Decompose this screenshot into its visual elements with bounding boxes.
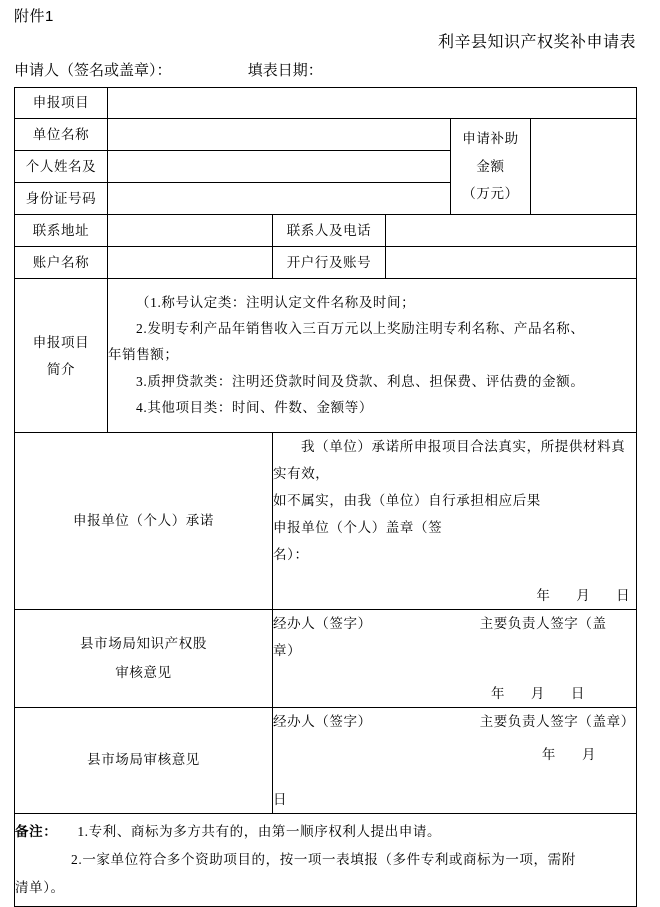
remarks-item-2: 2.一家单位符合多个资助项目的，按一项一表填报（多件专利或商标为一项，需附 — [71, 852, 576, 868]
contact-person-value[interactable] — [386, 215, 637, 247]
intro-item-3: 3.质押贷款类：注明还贷款时间及贷款、利息、担保费、评估费的金额。 — [136, 373, 585, 389]
commitment-label: 申报单位（个人）承诺 — [15, 433, 273, 610]
review-bureau-body[interactable] — [273, 708, 637, 814]
commitment-line-4: 名）： — [273, 547, 309, 562]
document-title: 利辛县知识产权奖补申请表 — [437, 34, 636, 51]
subsidy-label-line1: 申请补助 — [462, 130, 519, 146]
intro-item-2: 2.发明专利产品年销售收入三百万元以上奖励注明专利名称、产品名称、 — [136, 321, 585, 337]
contact-address-value[interactable] — [108, 215, 273, 247]
personal-name-label: 个人姓名及 — [15, 151, 108, 183]
applicant-label: 申请人（签名或盖章）： — [14, 62, 172, 79]
review-ip-month-label: 月 — [530, 686, 545, 701]
review-ip-leader-label-cont: 章） — [273, 643, 302, 658]
table-row-review-ip-section — [15, 610, 637, 708]
subsidy-label-line2: 金额 — [476, 158, 505, 174]
remarks-line-1 — [15, 818, 636, 846]
attachment-label: 附件1 — [14, 8, 54, 25]
review-bureau-label: 县市场局审核意见 — [15, 708, 273, 814]
table-row-remarks — [15, 814, 637, 907]
commitment-line-1: 我（单位）承诺所申报项目合法真实，所提供材料真实有效， — [273, 439, 626, 481]
review-bureau-date-placeholder — [273, 741, 636, 768]
table-row-contact — [15, 215, 637, 247]
table-row-commitment — [15, 433, 637, 610]
unit-name-value[interactable] — [108, 119, 451, 151]
remarks-title: 备注： — [15, 824, 58, 840]
review-ip-row-1 — [273, 610, 636, 637]
review-ip-leader-label: 主要负责人签字（盖 — [479, 616, 607, 631]
intro-item-1: （1.称号认定类：注明认定文件名称及时间； — [136, 294, 416, 310]
review-ip-label — [15, 610, 273, 708]
contact-person-label: 联系人及电话 — [273, 215, 386, 247]
account-name-label: 账户名称 — [15, 247, 108, 279]
project-intro-label-line1: 申报项目 — [32, 334, 90, 350]
review-ip-label-line2: 审核意见 — [115, 664, 172, 680]
remarks-item-1: 1.专利、商标为多方共有的，由第一顺序权利人提出申请。 — [77, 824, 442, 840]
bank-account-label: 开户行及账号 — [273, 247, 386, 279]
project-value[interactable] — [108, 88, 637, 119]
review-bureau-month-label: 月 — [581, 747, 597, 762]
remarks-item-2-cont: 清单）。 — [15, 879, 65, 895]
table-row-review-bureau-section — [15, 708, 637, 814]
commitment-year-label: 年 — [536, 588, 551, 603]
review-ip-handler-label: 经办人（签字） — [273, 616, 372, 631]
subsidy-label-line3: （万元） — [462, 186, 519, 202]
project-label: 申报项目 — [15, 88, 108, 119]
review-bureau-handler-label: 经办人（签字） — [273, 714, 372, 729]
subsidy-amount-value[interactable] — [531, 119, 637, 215]
application-form-table — [14, 87, 637, 907]
table-row-account — [15, 247, 637, 279]
bank-account-value[interactable] — [386, 247, 637, 279]
review-ip-date-placeholder — [273, 680, 636, 707]
fill-date-label: 填表日期： — [247, 62, 323, 79]
review-bureau-leader-label: 主要负责人签字（盖章） — [479, 714, 635, 729]
commitment-body[interactable] — [273, 433, 637, 610]
review-bureau-day-label: 日 — [273, 792, 288, 807]
review-ip-day-label: 日 — [570, 686, 585, 701]
table-row-unit-name — [15, 119, 637, 151]
commitment-month-label: 月 — [576, 588, 591, 603]
personal-name-value[interactable] — [108, 151, 451, 183]
commitment-line-3: 申报单位（个人）盖章（签 — [273, 520, 443, 535]
review-ip-year-label: 年 — [491, 686, 505, 701]
subsidy-amount-label — [451, 119, 531, 215]
id-number-value[interactable] — [108, 183, 451, 215]
review-ip-label-line1: 县市场局知识产权股 — [80, 636, 207, 652]
remarks-body — [15, 814, 637, 907]
review-bureau-year-label: 年 — [541, 747, 556, 762]
applicant-signature-line — [14, 60, 323, 82]
intro-item-4: 4.其他项目类：时间、件数、金额等） — [136, 399, 373, 415]
table-row-project — [15, 88, 637, 119]
project-intro-label — [15, 279, 108, 433]
contact-address-label: 联系地址 — [15, 215, 108, 247]
commitment-day-label: 日 — [616, 588, 631, 603]
intro-item-2-cont: 年销售额； — [108, 347, 179, 363]
project-intro-body[interactable] — [108, 279, 637, 433]
review-bureau-row-1 — [273, 708, 636, 735]
unit-name-label: 单位名称 — [15, 119, 108, 151]
commitment-line-2: 如不属实，由我（单位）自行承担相应后果 — [273, 493, 541, 508]
account-name-value[interactable] — [108, 247, 273, 279]
review-ip-body[interactable] — [273, 610, 637, 708]
id-number-label: 身份证号码 — [15, 183, 108, 215]
commitment-date-placeholder — [273, 582, 636, 609]
table-row-project-intro — [15, 279, 637, 433]
project-intro-label-line2: 简介 — [46, 361, 76, 377]
